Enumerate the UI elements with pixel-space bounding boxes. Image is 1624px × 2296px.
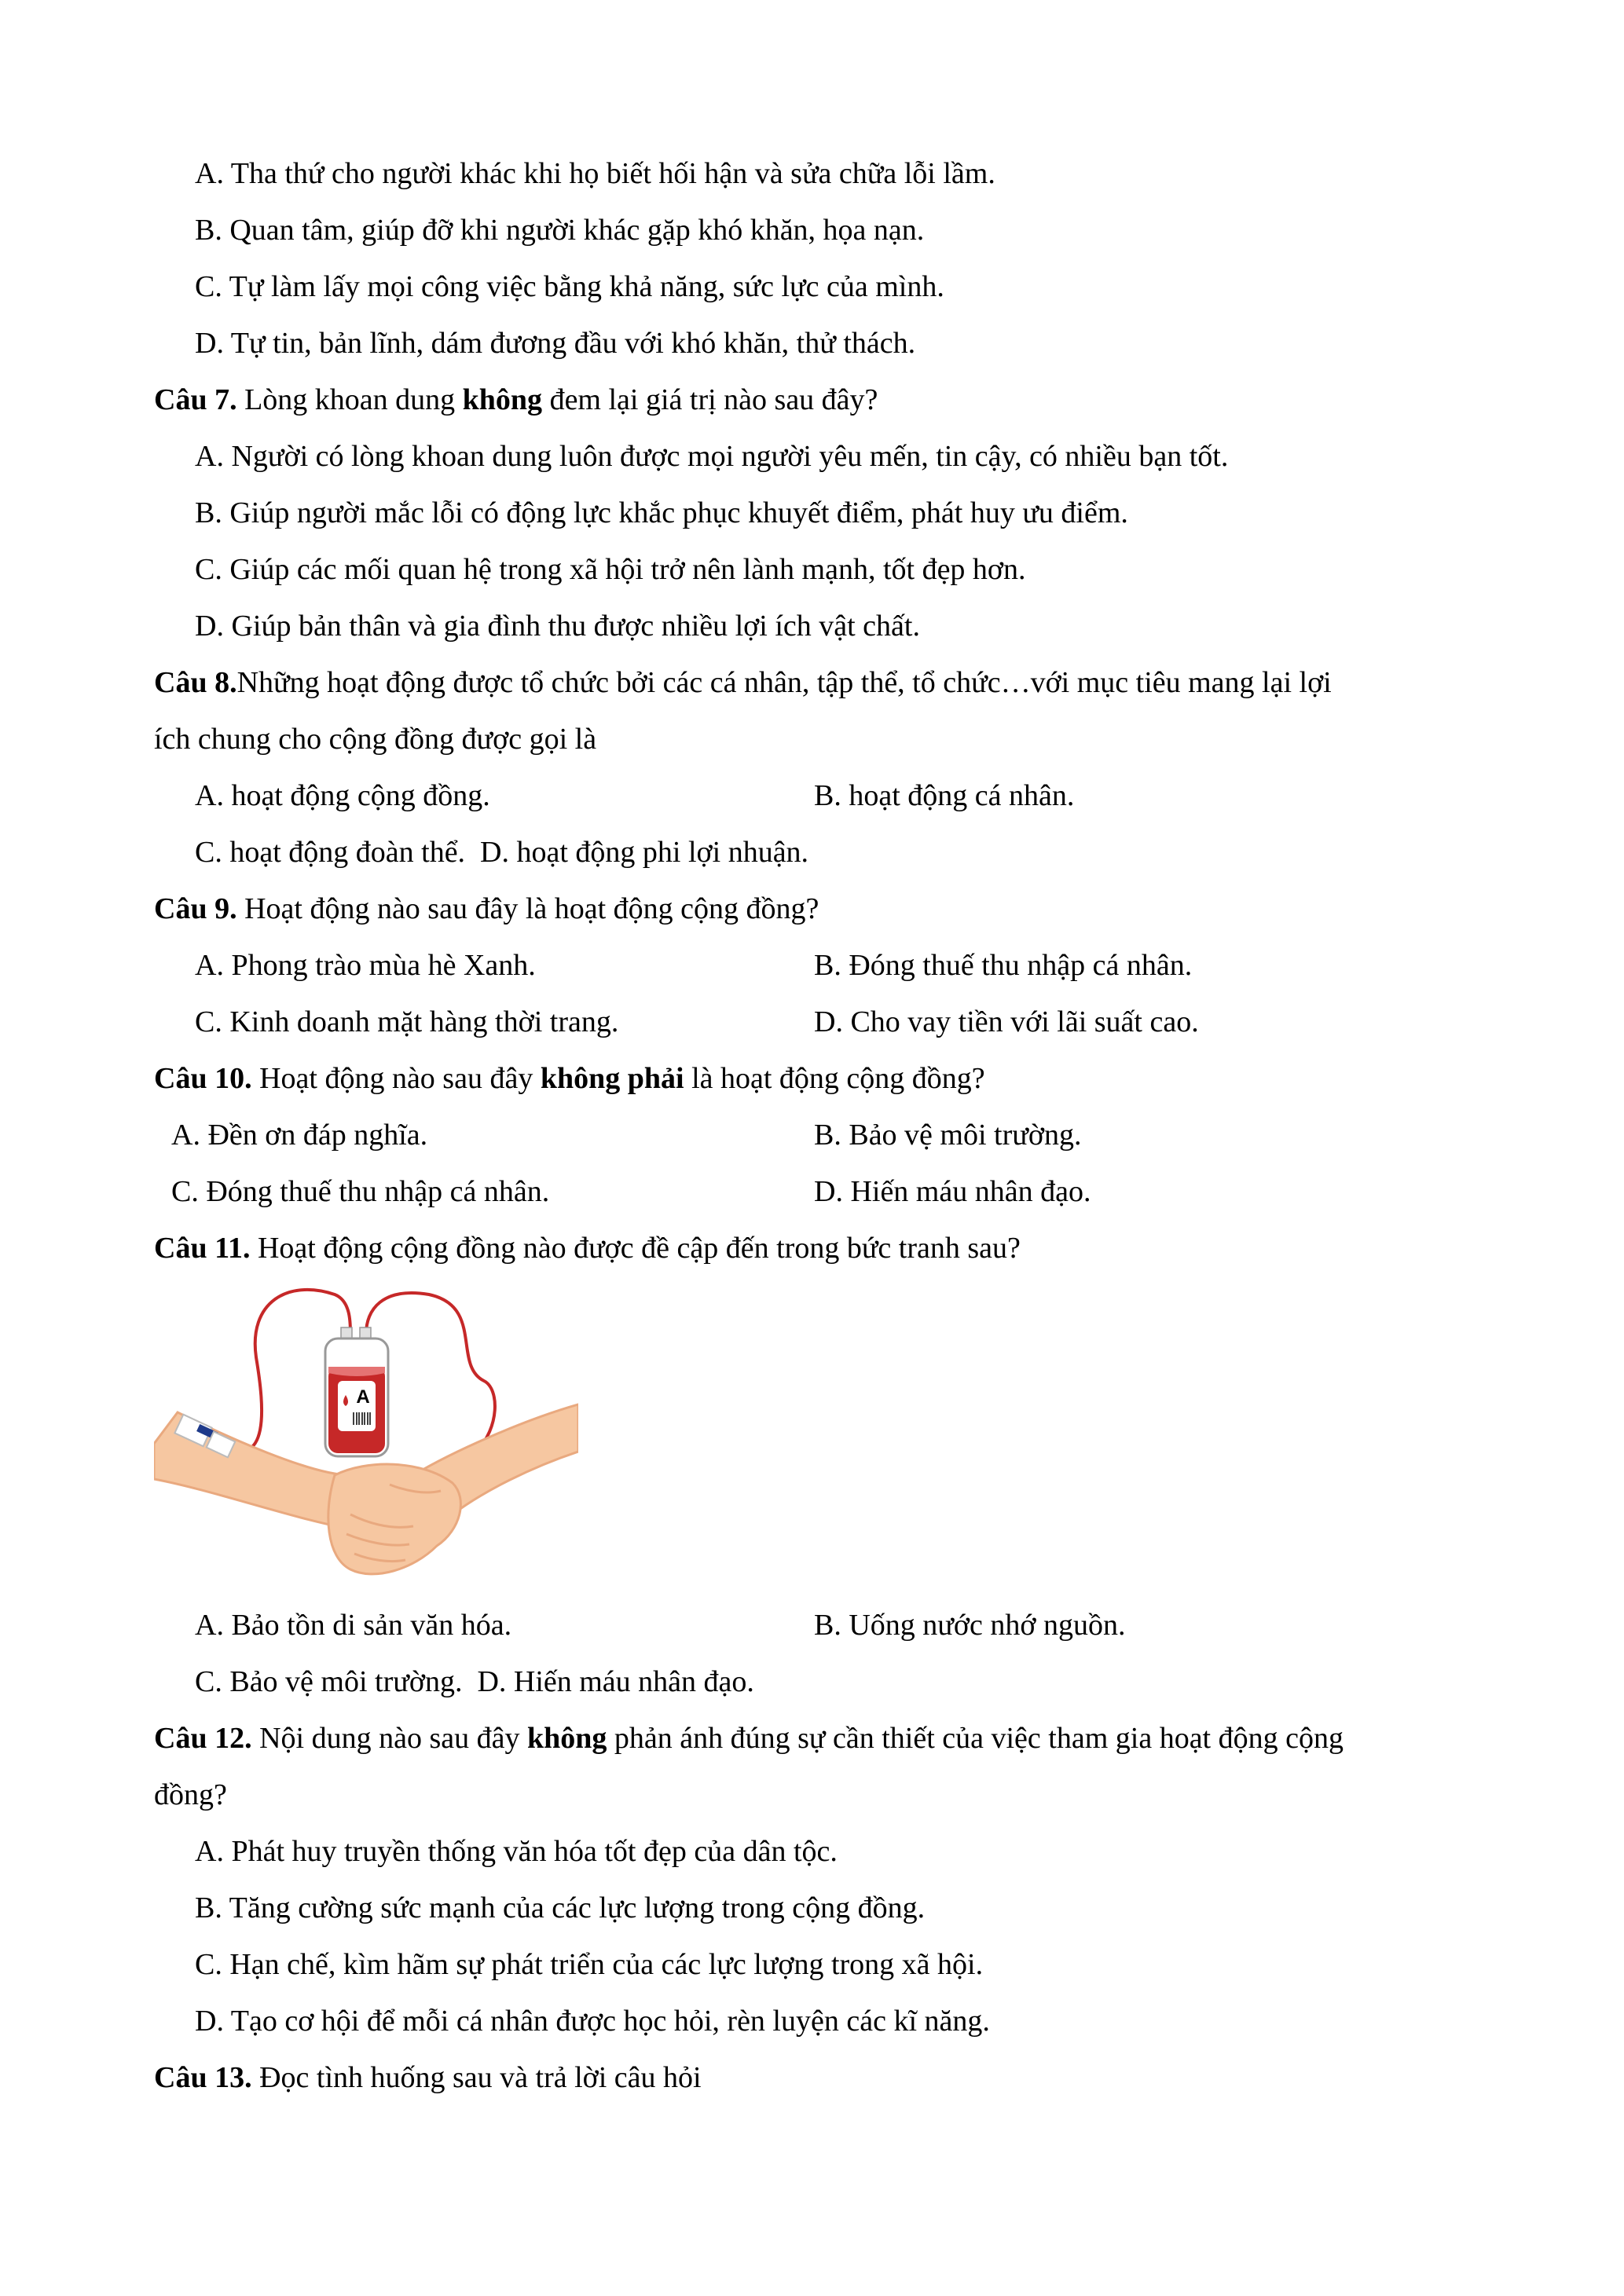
question-text: Hoạt động nào sau đây <box>251 1062 541 1095</box>
question-10 <box>154 1060 985 1097</box>
q6-option-c: C. Tự làm lấy mọi công việc bằng khả năng, sức lực của mình. <box>195 270 944 303</box>
question-text: Lòng khoan dung <box>236 383 463 416</box>
question-11 <box>154 1230 1021 1266</box>
blood-bag-icon <box>325 1338 388 1456</box>
q11-option-b: B. Uống nước nhớ nguồn. <box>814 1609 1126 1642</box>
emphasis-word: không <box>462 383 543 416</box>
q7-option-a: A. Người có lòng khoan dung luôn được mọi người yêu mến, tin cậy, có nhiều bạn tốt. <box>195 440 1229 473</box>
q6-option-b: B. Quan tâm, giúp đỡ khi người khác gặp khó khăn, họa nạn. <box>195 214 925 247</box>
question-text: là hoạt động cộng đồng? <box>684 1062 985 1095</box>
q11-option-a: A. Bảo tồn di sản văn hóa. <box>195 1609 512 1642</box>
emphasis-word: không <box>526 1722 607 1755</box>
question-13 <box>154 2060 702 2096</box>
handshake-icon <box>328 1464 461 1574</box>
question-text: Nội dung nào sau đây <box>251 1722 527 1755</box>
q6-option-d: D. Tự tin, bản lĩnh, dám đương đầu với khó khăn, thử thách. <box>195 327 916 360</box>
question-label: Câu 11. <box>154 1232 251 1265</box>
question-label: Câu 7. <box>154 383 237 416</box>
q10-option-a: A. Đền ơn đáp nghĩa. <box>171 1119 428 1152</box>
question-text: đem lại giá trị nào sau đây? <box>542 383 878 416</box>
q10-option-b: B. Bảo vệ môi trường. <box>814 1119 1082 1152</box>
q7-option-c: C. Giúp các mối quan hệ trong xã hội trở nên lành mạnh, tốt đẹp hơn. <box>195 553 1026 586</box>
q10-option-c: C. Đóng thuế thu nhập cá nhân. <box>171 1175 550 1208</box>
question-8-line-2: ích chung cho cộng đồng được gọi là <box>154 723 597 756</box>
question-label: Câu 8. <box>154 666 237 699</box>
question-8 <box>154 665 1332 701</box>
q11-option-cd: C. Bảo vệ môi trường. D. Hiến máu nhân đạo. <box>195 1665 754 1698</box>
question-label: Câu 10. <box>154 1062 252 1095</box>
question-text: phản ánh đúng sự cần thiết của việc tham gia hoạt động cộng <box>607 1722 1344 1755</box>
q6-option-a: A. Tha thứ cho người khác khi họ biết hối hận và sửa chữa lỗi lầm. <box>195 157 995 190</box>
question-text: Hoạt động nào sau đây là hoạt động cộng đồng? <box>236 892 819 925</box>
q8-option-cd: C. hoạt động đoàn thể. D. hoạt động phi lợi nhuận. <box>195 836 809 869</box>
question-9 <box>154 891 819 927</box>
question-7 <box>154 382 878 418</box>
q8-option-a: A. hoạt động cộng đồng. <box>195 779 490 812</box>
q9-option-d: D. Cho vay tiền với lãi suất cao. <box>814 1005 1199 1038</box>
question-text: Hoạt động cộng đồng nào được đề cập đến trong bức tranh sau? <box>250 1232 1021 1265</box>
q9-option-a: A. Phong trào mùa hè Xanh. <box>195 949 536 982</box>
q8-option-b: B. hoạt động cá nhân. <box>814 779 1075 812</box>
question-12 <box>154 1720 1344 1756</box>
q12-option-a: A. Phát huy truyền thống văn hóa tốt đẹp của dân tộc. <box>195 1835 838 1868</box>
question-label: Câu 13. <box>154 2061 252 2094</box>
q9-option-c: C. Kinh doanh mặt hàng thời trang. <box>195 1005 619 1038</box>
q12-option-b: B. Tăng cường sức mạnh của các lực lượng trong cộng đồng. <box>195 1891 926 1924</box>
q12-option-c: C. Hạn chế, kìm hãm sự phát triển của các lực lượng trong xã hội. <box>195 1948 984 1981</box>
question-12-line-2: đồng? <box>154 1778 227 1811</box>
question-label: Câu 12. <box>154 1722 252 1755</box>
q10-option-d: D. Hiến máu nhân đạo. <box>814 1175 1091 1208</box>
question-label: Câu 9. <box>154 892 237 925</box>
q7-option-d: D. Giúp bản thân và gia đình thu được nhiều lợi ích vật chất. <box>195 610 920 643</box>
q12-option-d: D. Tạo cơ hội để mỗi cá nhân được học hỏi, rèn luyện các kĩ năng. <box>195 2005 990 2038</box>
q9-option-b: B. Đóng thuế thu nhập cá nhân. <box>814 949 1193 982</box>
question-text: Đọc tình huống sau và trả lời câu hỏi <box>251 2061 702 2094</box>
emphasis-word: không phải <box>540 1062 684 1095</box>
blood-type-label: A <box>356 1386 370 1408</box>
question-text: Những hoạt động được tổ chức bởi các cá nhân, tập thể, tổ chức…với mục tiêu mang lại lợi <box>236 666 1332 699</box>
blood-donation-illustration <box>154 1279 578 1593</box>
q7-option-b: B. Giúp người mắc lỗi có động lực khắc phục khuyết điểm, phát huy ưu điểm. <box>195 496 1128 529</box>
